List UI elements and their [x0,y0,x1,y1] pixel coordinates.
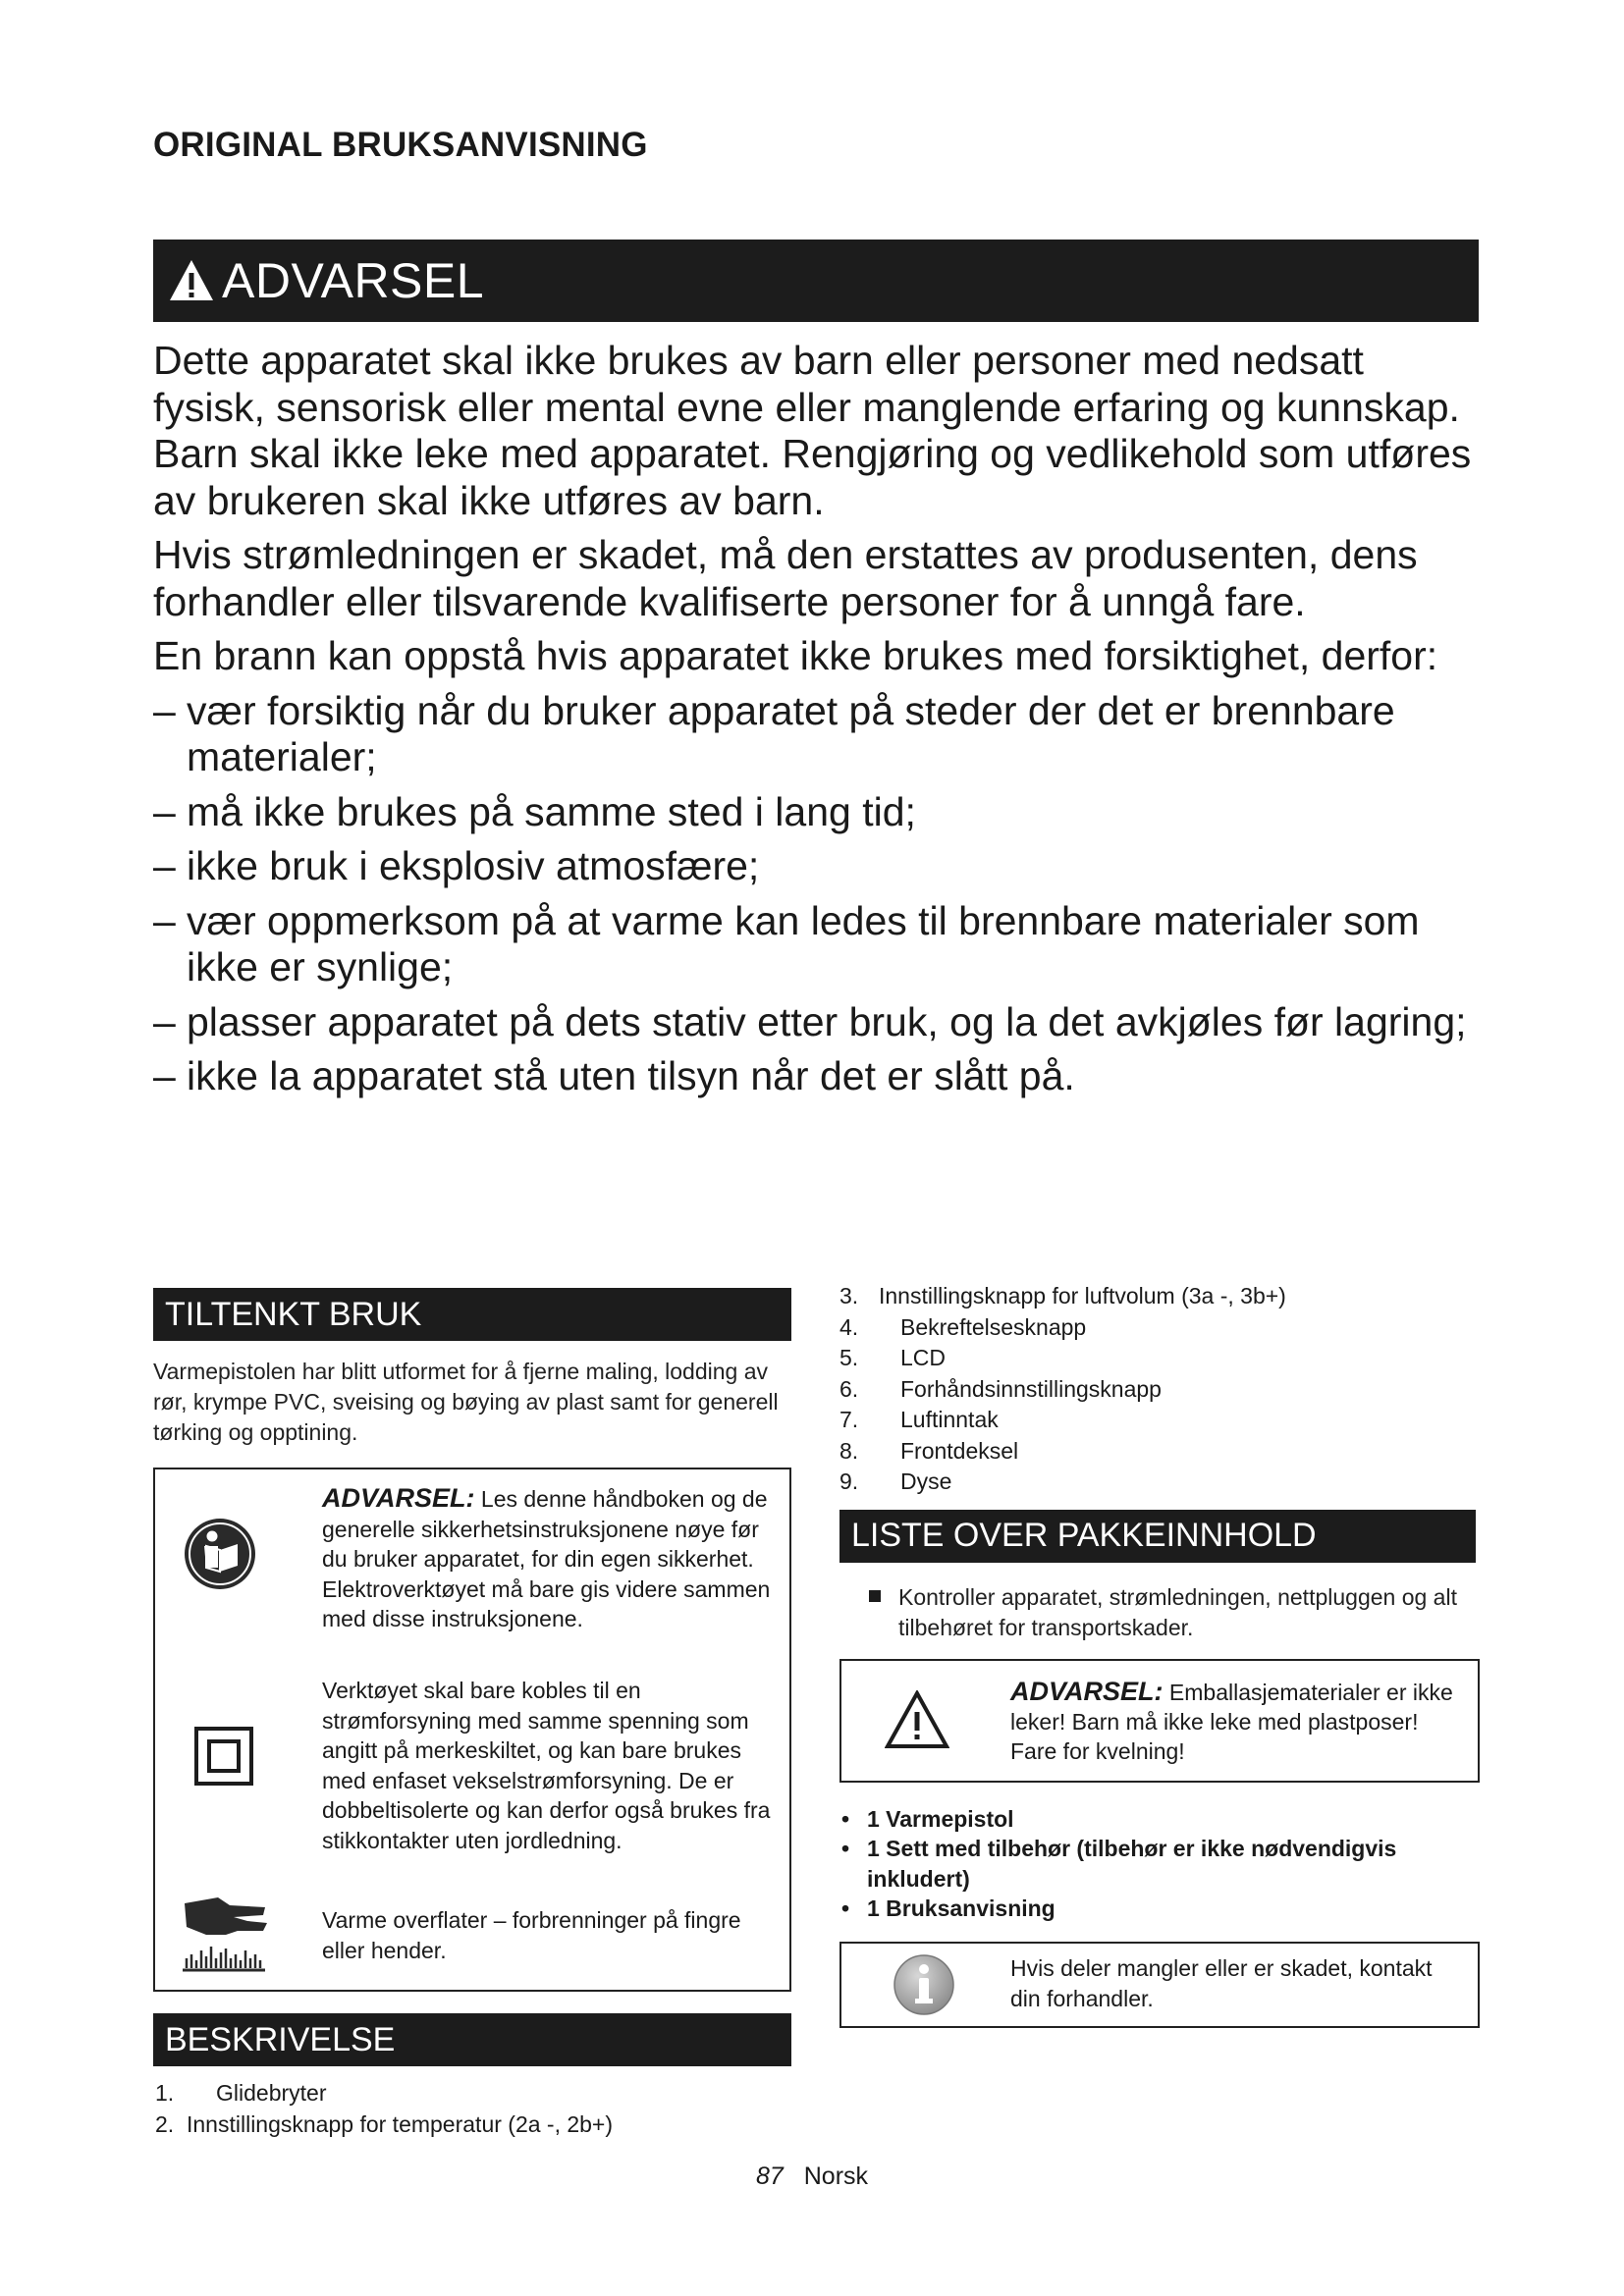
read-manual-icon [183,1517,257,1591]
list-item: • 1 Sett med tilbehør (tilbehør er ikke nødvendigvis inkludert) [841,1836,1397,1892]
document-title: ORIGINAL BRUKSANVISNING [153,126,648,164]
square-bullet-icon [869,1590,881,1602]
description-list [153,2078,791,2140]
safety-box [153,1468,791,1992]
list-item: 1. Glidebryter [155,2080,327,2106]
hot-surface-hand-icon [179,1890,273,1976]
safety-warning-text: Les denne håndboken og de generelle sikkerhetsinstruksjonene nøye før du bruker apparatet, for din egen sikkerhet. Elektroverktøyet må bare gis videre sammen med disse instruksjonene. [322,1486,771,1631]
page-footer [0,2163,1624,2191]
description-heading: BESKRIVELSE [153,2013,791,2066]
packaging-warning-box [839,1659,1480,1783]
warning-body [153,338,1479,1108]
info-icon [893,1953,955,2016]
list-item: 8. Frontdeksel [839,1437,1019,1464]
warning-item: – ikke bruk i eksplosiv atmosfære; [153,843,760,888]
page-language: Norsk [803,2163,869,2190]
list-item: 6. Forhåndsinnstillingsknapp [839,1375,1162,1402]
right-column [839,1281,1488,2028]
package-contents-list [839,1804,1470,1924]
info-text: Hvis deler mangler eller er skadet, kontakt din forhandler. [1010,1954,1433,2011]
left-column [153,1288,791,2140]
read-manual-text [322,1483,782,1634]
description-list-continued [839,1281,1488,1498]
list-item: • 1 Varmepistol [841,1805,1014,1832]
warning-paragraph: Hvis strømledningen er skadet, må den erstattes av produsenten, dens forhandler eller tilsvarende kvalifiserte personer for å unngå fare. [153,532,1418,624]
list-item: 3. Innstillingsknapp for luftvolum (3a -, 3b+) [839,1283,1286,1308]
warning-item: – vær forsiktig når du bruker apparatet på steder der det er brennbare materialer; [153,687,1395,779]
safety-warning-label: ADVARSEL: [322,1483,475,1513]
page-number: 87 [755,2163,784,2190]
warning-item: – plasser apparatet på dets stativ etter bruk, og la det avkjøles før lagring; [153,998,1467,1044]
packaging-warning-text: ADVARSEL: Emballasjematerialer er ikke leker! Barn må ikke leke med plastposer! Fare for kvelning! [1010,1676,1453,1764]
list-item: 5. LCD [839,1345,947,1370]
list-item: 7. Luftinntak [839,1407,999,1432]
package-heading: LISTE OVER PAKKEINNHOLD [839,1510,1476,1563]
warning-item: – ikke la apparatet stå uten tilsyn når det er slått på. [153,1053,1075,1098]
hot-surface-text: Varme overflater – forbrenninger på fingre eller hender. [322,1907,741,1963]
warning-item: – må ikke brukes på samme sted i lang tid; [153,788,916,834]
packaging-warning-label: ADVARSEL: [1010,1676,1164,1706]
warning-title: ADVARSEL [222,253,485,308]
list-item: 4. Bekreftelsesknapp [839,1313,1087,1340]
double-insulation-text: Verktøyet skal bare kobles til en strømforsyning med samme spenning som angitt på merkeskiltet, og kan bare brukes med enfaset vekselstrømforsyning. De er dobbeltisolerte og kan derfor også brukes fra stikkontakter uten jordledning. [322,1678,771,1853]
package-check [839,1582,1488,1643]
package-check-text: Kontroller apparatet, strømledningen, nettpluggen og alt tilbehøret for transportskader. [898,1583,1457,1640]
warning-paragraph: Dette apparatet skal ikke brukes av barn eller personer med nedsatt fysisk, sensorisk eller mental evne eller manglende erfaring og kunnskap. Barn skal ikke leke med apparatet. Rengjøring og vedlikehold som utføres av brukeren skal ikke utføres av barn. [153,338,1472,523]
warning-banner [153,240,1479,322]
list-item: 9. Dyse [839,1468,952,1494]
double-insulation-icon [194,1727,253,1786]
warning-triangle-icon [885,1690,949,1749]
intended-use-text: Varmepistolen har blitt utformet for å fjerne maling, lodding av rør, krympe PVC, sveising og bøying av plast samt for generell tørking og opptining. [153,1359,779,1445]
info-box [839,1942,1480,2028]
list-item: • 1 Bruksanvisning [841,1896,1056,1921]
warning-item: – vær oppmerksom på at varme kan ledes til brennbare materialer som ikke er synlige; [153,897,1420,989]
warning-triangle-icon [167,256,216,305]
intended-use-heading: TILTENKT BRUK [153,1288,791,1341]
warning-paragraph: En brann kan oppstå hvis apparatet ikke brukes med forsiktighet, derfor: [153,633,1438,678]
list-item: 2. Innstillingsknapp for temperatur (2a -, 2b+) [155,2110,614,2137]
